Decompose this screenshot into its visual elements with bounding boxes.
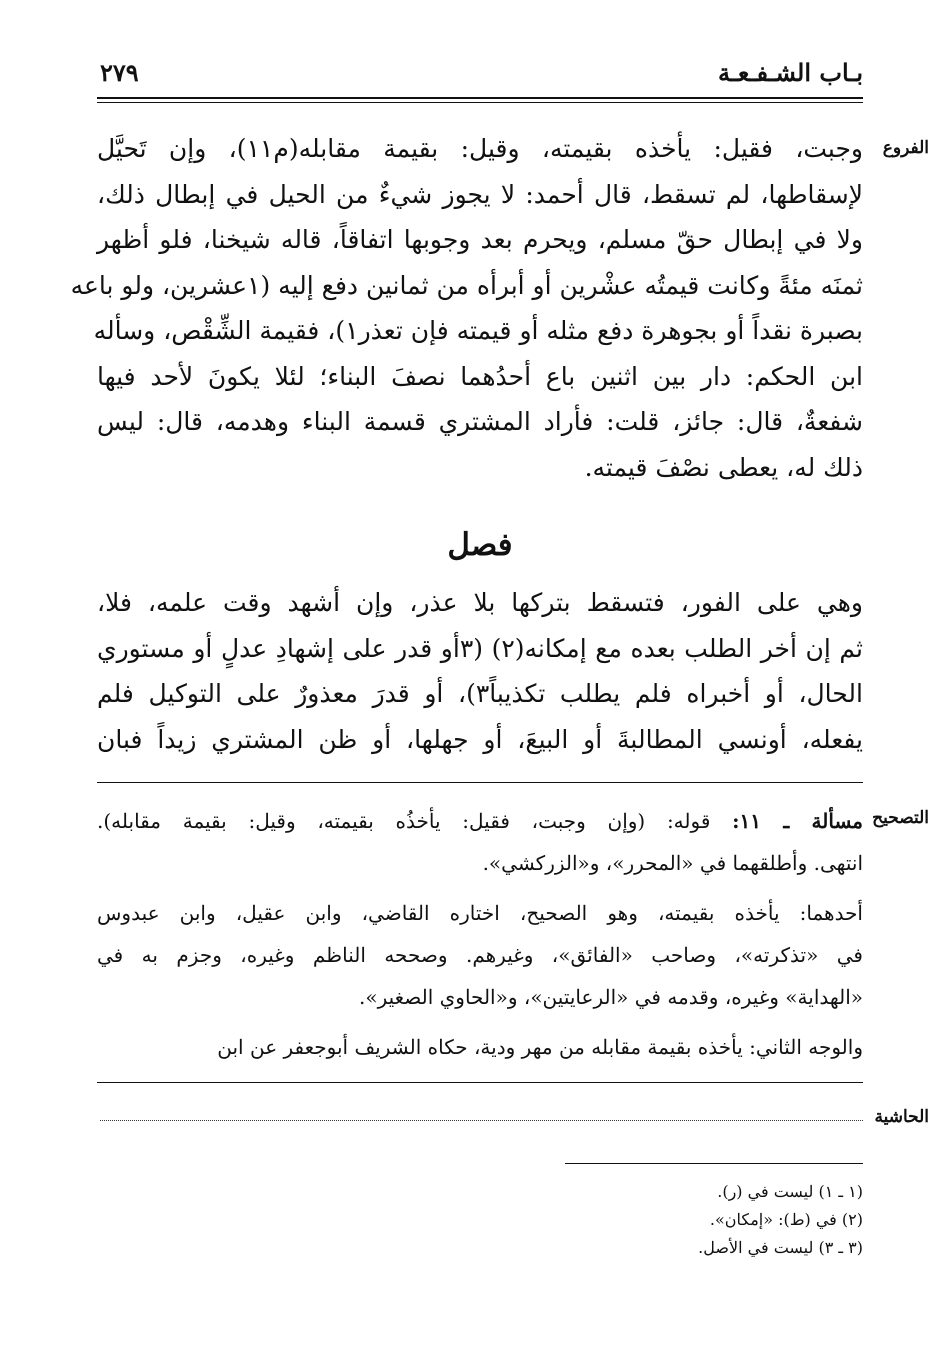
tashih-quote: قوله: (وإن وجبت، فقيل: يأخذُه بقيمته، وقيل: بقيمة مقابله). [97,809,733,833]
main-text-line: ولا في إبطال حقّ مسلم، ويحرم بعد وجوبها اتفاقاً، قاله شيخنا، فلو أظهر [97,225,863,254]
main-text-line: وجبت، فقيل: يأخذه بقيمته، وقيل: بقيمة مقابله(م١١)، وإن تَحيَّل [97,134,864,163]
tashih-line: «الهداية» وغيره، وقدمه في «الرعايتين»، و«الحاوي الصغير». [358,985,863,1009]
issue-number: مسألة ـ ١١: [732,809,863,833]
main-text-block [70,126,864,490]
section-text-line: وهي على الفور، فتسقط بتركها بلا عذر، وإن أشهد وقت علمه، فلا، [97,588,863,617]
side-label-tashih: التصحيح [872,808,929,828]
tashih-line: في «تذكرته»، وصاحب «الفائق»، وغيرهم. وصححه الناظم وغيره، وجزم به في [97,943,863,967]
tashih-line [97,800,863,842]
main-text-line: ذلك له، يعطى نصْفَ قيمته. [584,452,863,482]
tashih-line: أحدهما: يأخذه بقيمته، وهو الصحيح، اختاره القاضي، وابن عقيل، وابن عبدوس [97,901,863,925]
hashiya-dotted-line [100,1120,863,1121]
footnote: (٢) في (ط): «إمكان». [709,1210,863,1229]
tashih-line: انتهى. وأطلقهما في «المحرر»، و«الزركشي». [482,851,863,875]
main-text-line: شفعةٌ، قال: جائز، قلت: فأراد المشتري قسمة البناء وهدمه، قال: ليس [97,407,863,436]
side-label-hashiya: الحاشية [874,1107,929,1127]
page-number: ٢٧٩ [100,58,139,87]
running-title: بـاب الشـفـعـة [717,58,863,87]
footnote: (٣ ـ ٣) ليست في الأصل. [698,1238,863,1257]
footnotes [363,1178,863,1262]
main-text-line: بصبرة نقداً أو بجوهرة دفع مثله أو قيمته فإن تعذر١)، فقيمة الشِّقْص، وسأله [93,316,863,345]
side-label-furu: الفروع [882,138,929,158]
tashih-line: والوجه الثاني: يأخذه بقيمة مقابله من مهر ودية، حكاه الشريف أبوجعفر عن ابن [217,1035,863,1059]
main-text-line: ابن الحكم: دار بين اثنين باع أحدُهما نصفَ البناء؛ لئلا يكونَ لأحد فيها [97,361,863,391]
hashiya-divider [97,1082,863,1083]
section-text-line: يفعله، أونسي المطالبةَ أو البيعَ، أو جهلها، أو ظن المشتري زيداً فبان [97,724,863,754]
section-text-line: ثم إن أخر الطلب بعده مع إمكانه(٢) (٣أو قدر على إشهادِ عدلٍ أو مستوري [97,633,863,663]
main-text-line: ثمنَه مئةً وكانت قيمتُه عشْرين أو أبرأه من ثمانين دفع إليه (١عشرين، ولو باعه [70,270,863,300]
section-text-block [97,580,863,762]
header-rule [97,97,863,103]
section-divider [97,782,863,783]
section-text-line: الحال، أو أخبراه فلم يطلب تكذيباً٣)، أو قدرَ معذورٌ على التوكيل فلم [97,679,863,708]
main-text-line: لإسقاطها، لم تسقط، قال أحمد: لا يجوز شيءٌ من الحيل في إبطال ذلك، [97,179,863,209]
section-heading: فصل [447,527,513,563]
footnote: (١ ـ ١) ليست في (ر). [717,1182,863,1201]
footnote-rule [565,1163,863,1164]
tashih-block [97,800,863,1068]
